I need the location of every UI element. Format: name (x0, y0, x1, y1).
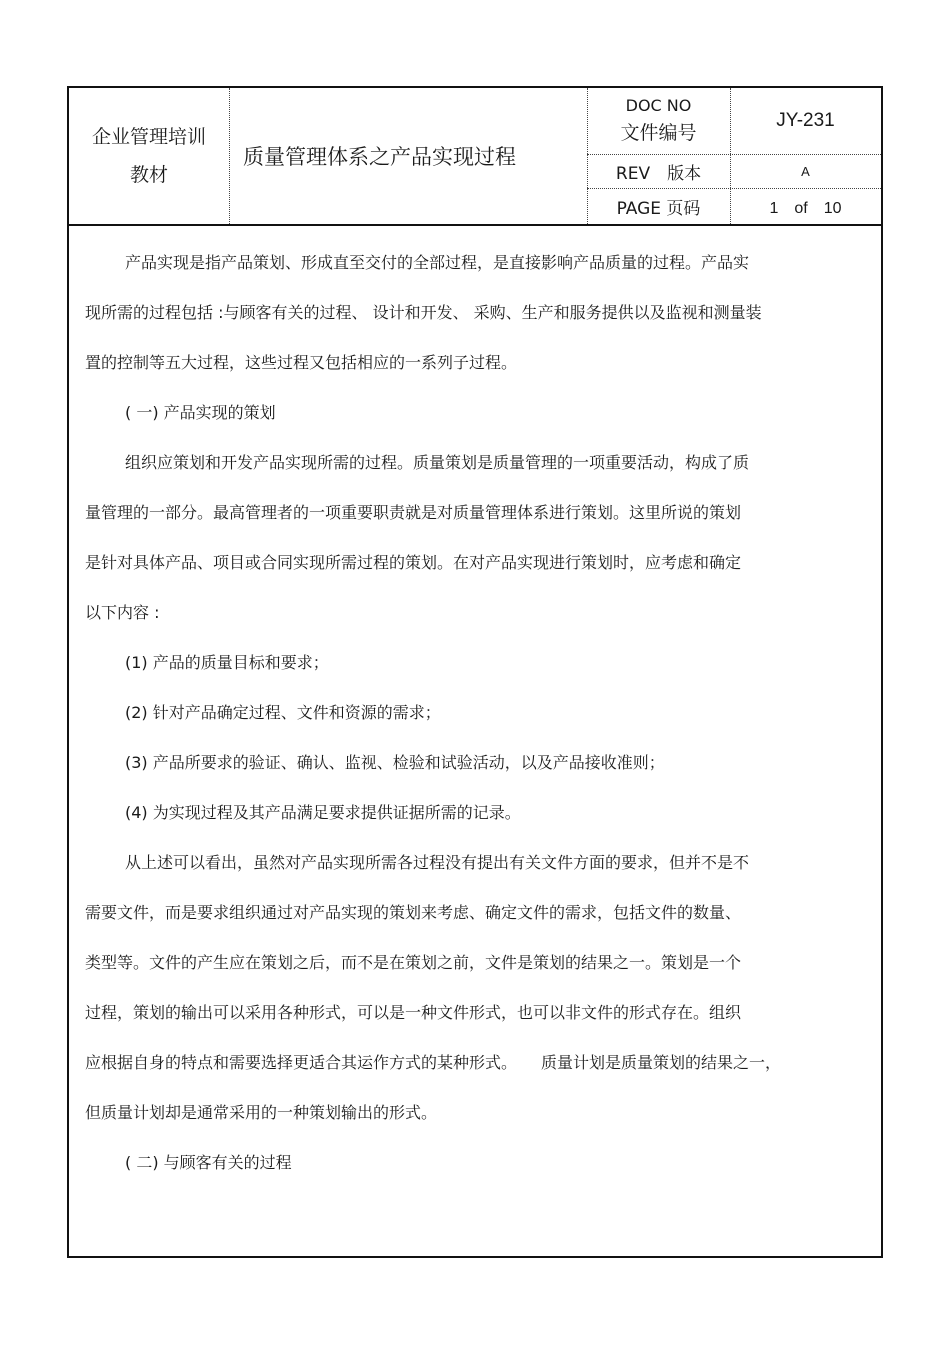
paragraph-line: 量管理的一部分。最高管理者的一项重要职责就是对质量管理体系进行策划。这里所说的策划 (85, 503, 742, 522)
company-line-2: 教材 (129, 164, 168, 186)
paragraph-line: 组织应策划和开发产品实现所需的过程。质量策划是质量管理的一项重要活动，构成了质 (125, 453, 750, 472)
section-heading: ( 一) 产品实现的策划 (125, 403, 276, 422)
company-line-1: 企业管理培训 (91, 126, 206, 148)
paragraph-line: 类型等。文件的产生应在策划之后，而不是在策划之前，文件是策划的结果之一。策划是一个 (85, 953, 742, 972)
rev-value: A (801, 163, 810, 179)
doc-no-label (587, 88, 730, 154)
paragraph-line: 是针对具体产品、项目或合同实现所需过程的策划。在对产品实现进行策划时，应考虑和确定 (85, 553, 742, 572)
paragraph-line: 过程，策划的输出可以采用各种形式，可以是一种文件形式，也可以非文件的形式存在。组织 (85, 1003, 742, 1022)
list-item: (2) 针对产品确定过程、文件和资源的需求； (125, 703, 441, 722)
doc-no-value: JY-231 (776, 110, 835, 131)
paragraph-line: 需要文件，而是要求组织通过对产品实现的策划来考虑、确定文件的需求，包括文件的数量、 (85, 903, 742, 922)
list-item: (4) 为实现过程及其产品满足要求提供证据所需的记录。 (125, 803, 521, 822)
paragraph-line: 应根据自身的特点和需要选择更适合其运作方式的某种形式。 质量计划是质量策划的结果之一， (85, 1053, 782, 1072)
page-label: PAGE 页码 (616, 199, 701, 219)
list-item: (3) 产品所要求的验证、确认、监视、检验和试验活动，以及产品接收准则； (125, 753, 665, 772)
doc-no-label-en: DOC NO (625, 96, 692, 115)
paragraph-line: 从上述可以看出，虽然对产品实现所需各过程没有提出有关文件方面的要求，但并不是不 (125, 853, 750, 872)
document-title: 质量管理体系之产品实现过程 (243, 145, 516, 169)
document-header (69, 88, 881, 226)
paragraph-line: 以下内容 : (85, 603, 160, 622)
section-heading: ( 二) 与顾客有关的过程 (125, 1153, 292, 1172)
document-body (85, 238, 871, 1188)
paragraph-line: 现所需的过程包括 :与顾客有关的过程、 设计和开发、 采购、生产和服务提供以及监视和测量装 (85, 303, 762, 322)
paragraph-line: 但质量计划却是通常采用的一种策划输出的形式。 (85, 1103, 438, 1122)
rev-label: REV 版本 (615, 163, 702, 184)
company-cell (69, 88, 229, 224)
doc-no-label-cn: 文件编号 (620, 122, 697, 144)
paragraph-line: 产品实现是指产品策划、形成直至交付的全部过程，是直接影响产品质量的过程。产品实 (125, 253, 750, 272)
paragraph-line: 置的控制等五大过程，这些过程又包括相应的一系列子过程。 (85, 353, 518, 372)
document-frame (67, 86, 883, 1258)
page-value: 1 of 10 (769, 200, 842, 217)
list-item: (1) 产品的质量目标和要求； (125, 653, 329, 672)
